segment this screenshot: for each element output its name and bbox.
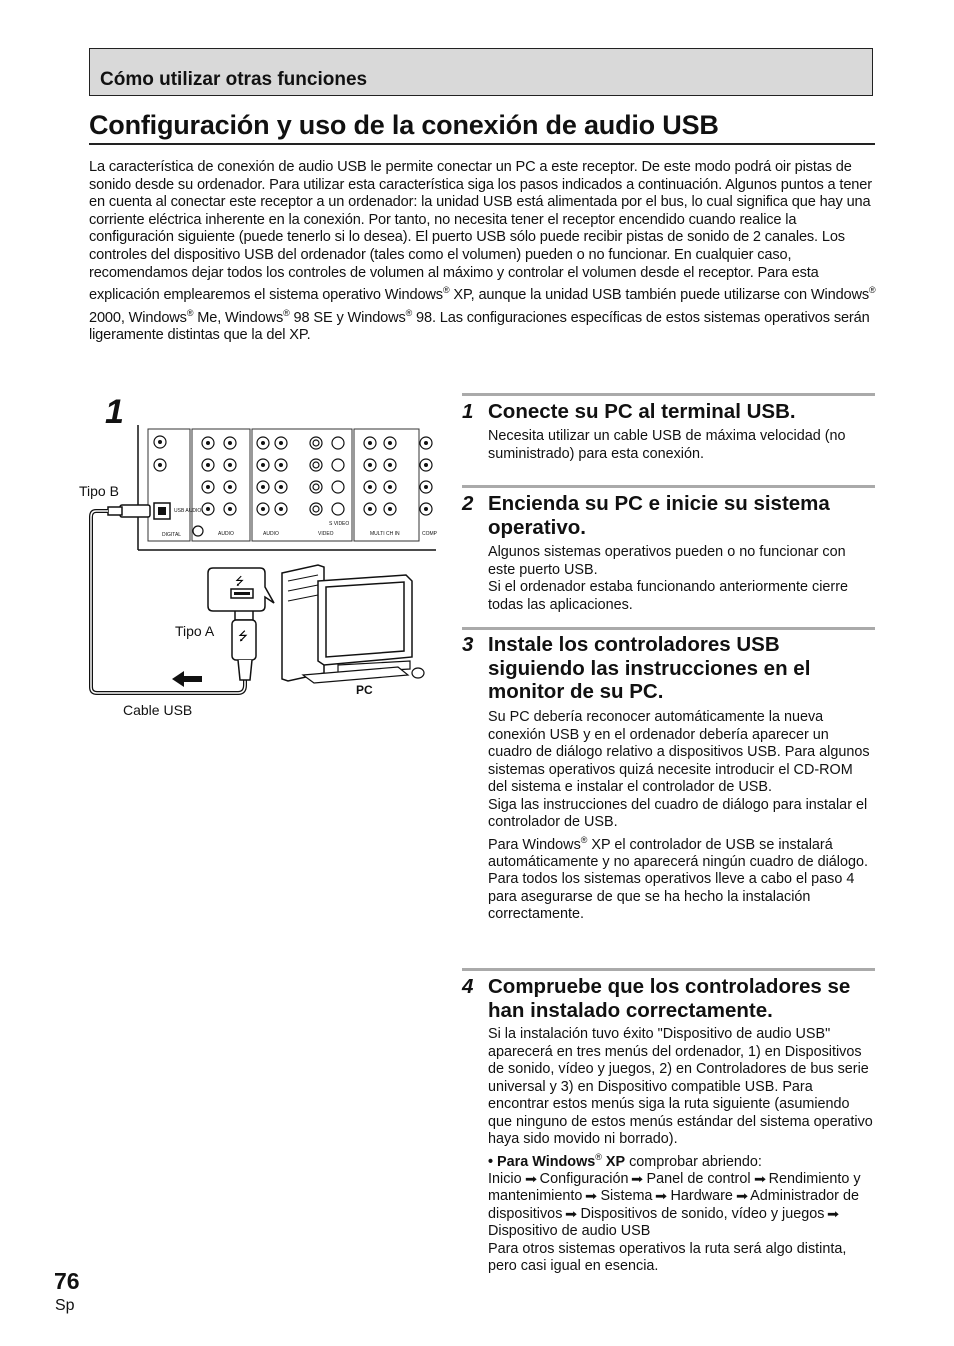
step-1-heading: 1 Conecte su PC al terminal USB. [462, 400, 796, 423]
arrow-icon: ➡ [827, 1206, 840, 1221]
panel-label-audio-2: AUDIO [263, 531, 279, 537]
cable-usb-label: Cable USB [123, 702, 193, 718]
step-4-body: Si la instalación tuvo éxito "Dispositivo de audio USB" aparecerá en tres menús del ordenador, 1) en Dispositivos de sonido, vídeo y juegos, 2) en Controladores de bus serie universal y 3) en Dispositivo compatible USB. Para encontrar estos menús siga la ruta siguiente (asumiendo que ninguno de estos menús estándar del sistema operativo haya sido movido ni borrado). • Para Windows® XP comprobar abriendo: Inicio ➡ Configuración ➡ Panel de control ➡ Rendimiento y mantenimiento ➡ Sistema ➡ Hardware ➡ Administrador de dispositivos ➡ Dispositivos de sonido, vídeo y juegos ➡ Dispositivo de audio USB Para otros sistemas operativos la ruta será algo distinta, pero casi igual en esencia. [488, 1026, 873, 1275]
section-header [89, 48, 873, 96]
step-3-heading: 3 Instale los controladores USB siguiendo las instrucciones en el monitor de su PC. [462, 633, 811, 703]
step-4-heading: 4 Compruebe que los controladores se han instalado correctamente. [462, 975, 851, 1022]
panel-label-svideo: S VIDEO [329, 521, 350, 527]
step-2-rule [462, 485, 875, 488]
direction-arrow-icon [172, 671, 202, 687]
step-3-body: Su PC debería reconocer automáticamente la nueva conexión USB y en el ordenador debería aparecer un cuadro de diálogo relativo a dispositivos USB. Para algunos sistemas operativos quizá necesite introducir el CD-ROM del sistema e instalar el controlador de USB. Siga las instrucciones del cuadro de diálogo para instalar el controlador de USB. Para Windows® XP el controlador de USB se instalará automáticamente y no aparecerá ningún cuadro de diálogo. Para todos los sistemas operativos lleve a cabo el paso 4 para asegurarse de que se ha hecho la instalación correctamente. [488, 709, 870, 923]
arrow-icon: ➡ [524, 1171, 537, 1186]
arrow-icon: ➡ [585, 1189, 598, 1204]
usb-cable [91, 505, 274, 693]
arrow-icon: ➡ [565, 1206, 578, 1221]
step-1-body: Necesita utilizar un cable USB de máxima velocidad (no suministrado) para esta conexión. [488, 428, 846, 462]
page-title: Configuración y uso de la conexión de audio USB [89, 110, 875, 145]
panel-label-video: VIDEO [318, 531, 334, 537]
intro-paragraph: La característica de conexión de audio USB le permite conectar un PC a este receptor. De este modo podrá oir pistas de sonido desde su ordenador. Para utilizar esta característica siga los pasos indicados a continuación. Algunos puntos a tener en cuenta al conectar este receptor a un ordenador: la unidad USB está alimentada por el bus, lo cual significa que hay una corriente eléctrica inherente en la conexión. Por tanto, no necesita tener el receptor encendido cuando realice la configuración siguiente (puede tenerlo si lo desea). El puerto USB sólo puede recibir pistas de sonido de 2 canales. Los controles del dispositivo USB del ordenador (tales como el volumen) pueden o no funcionar. En cualquier caso, recomendamos dejar todos los controles de volumen al máximo y controlar el volumen desde el receptor. Para esta explicación emplearemos el sistema operativo Windows® XP, aunque la unidad USB también puede utilizarse con Windows® 2000, Windows® Me, Windows® 98 SE y Windows® 98. Las configuraciones específicas de estos sistemas operativos serán ligeramente distintas que la del XP. [89, 159, 876, 344]
usb-port-icon: ⭍ [235, 575, 245, 588]
arrow-icon: ➡ [655, 1189, 668, 1204]
step-1-rule [462, 393, 875, 396]
panel-label-comp: COMP [422, 531, 437, 537]
usb-connection-diagram [88, 425, 440, 695]
xp-path: • Para Windows® XP comprobar abriendo: Inicio ➡ Configuración ➡ Panel de control ➡ Rendimiento y mantenimiento ➡ Sistema ➡ Hardware ➡ Administrador de dispositivos ➡ Dispositivos de sonido, vídeo y juegos ➡ Dispositivo de audio USB [488, 1151, 861, 1240]
page-number: 76 [54, 1268, 80, 1294]
arrow-icon: ➡ [753, 1171, 766, 1186]
arrow-icon: ➡ [735, 1189, 748, 1204]
panel-label-audio: AUDIO [218, 531, 234, 537]
step-2-heading: 2 Encienda su PC e inicie su sistema operativo. [462, 492, 830, 539]
pc-illustration [282, 565, 424, 683]
pc-label: PC [356, 683, 373, 697]
step-3-rule [462, 627, 875, 630]
tipo-a-label: Tipo A [175, 623, 215, 639]
tipo-b-label: Tipo B [79, 483, 119, 499]
usb-a-icon: ⭍ [238, 629, 248, 643]
receiver-rear-panel [138, 425, 438, 550]
arrow-icon: ➡ [631, 1171, 644, 1186]
step-4-rule [462, 968, 875, 971]
panel-label-multi: MULTI CH IN [370, 531, 400, 537]
step-2-body: Algunos sistemas operativos pueden o no funcionar con este puerto USB. Si el ordenador estaba funcionando anteriormente cierre todas las aplicaciones. [488, 544, 848, 613]
page-language: Sp [55, 1297, 75, 1314]
panel-label-digital: DIGITAL [162, 532, 182, 538]
panel-label-usb: USB AUDIO [174, 508, 202, 514]
section-header-label: Cómo utilizar otras funciones [100, 69, 368, 90]
figure-number: 1 [105, 393, 124, 431]
